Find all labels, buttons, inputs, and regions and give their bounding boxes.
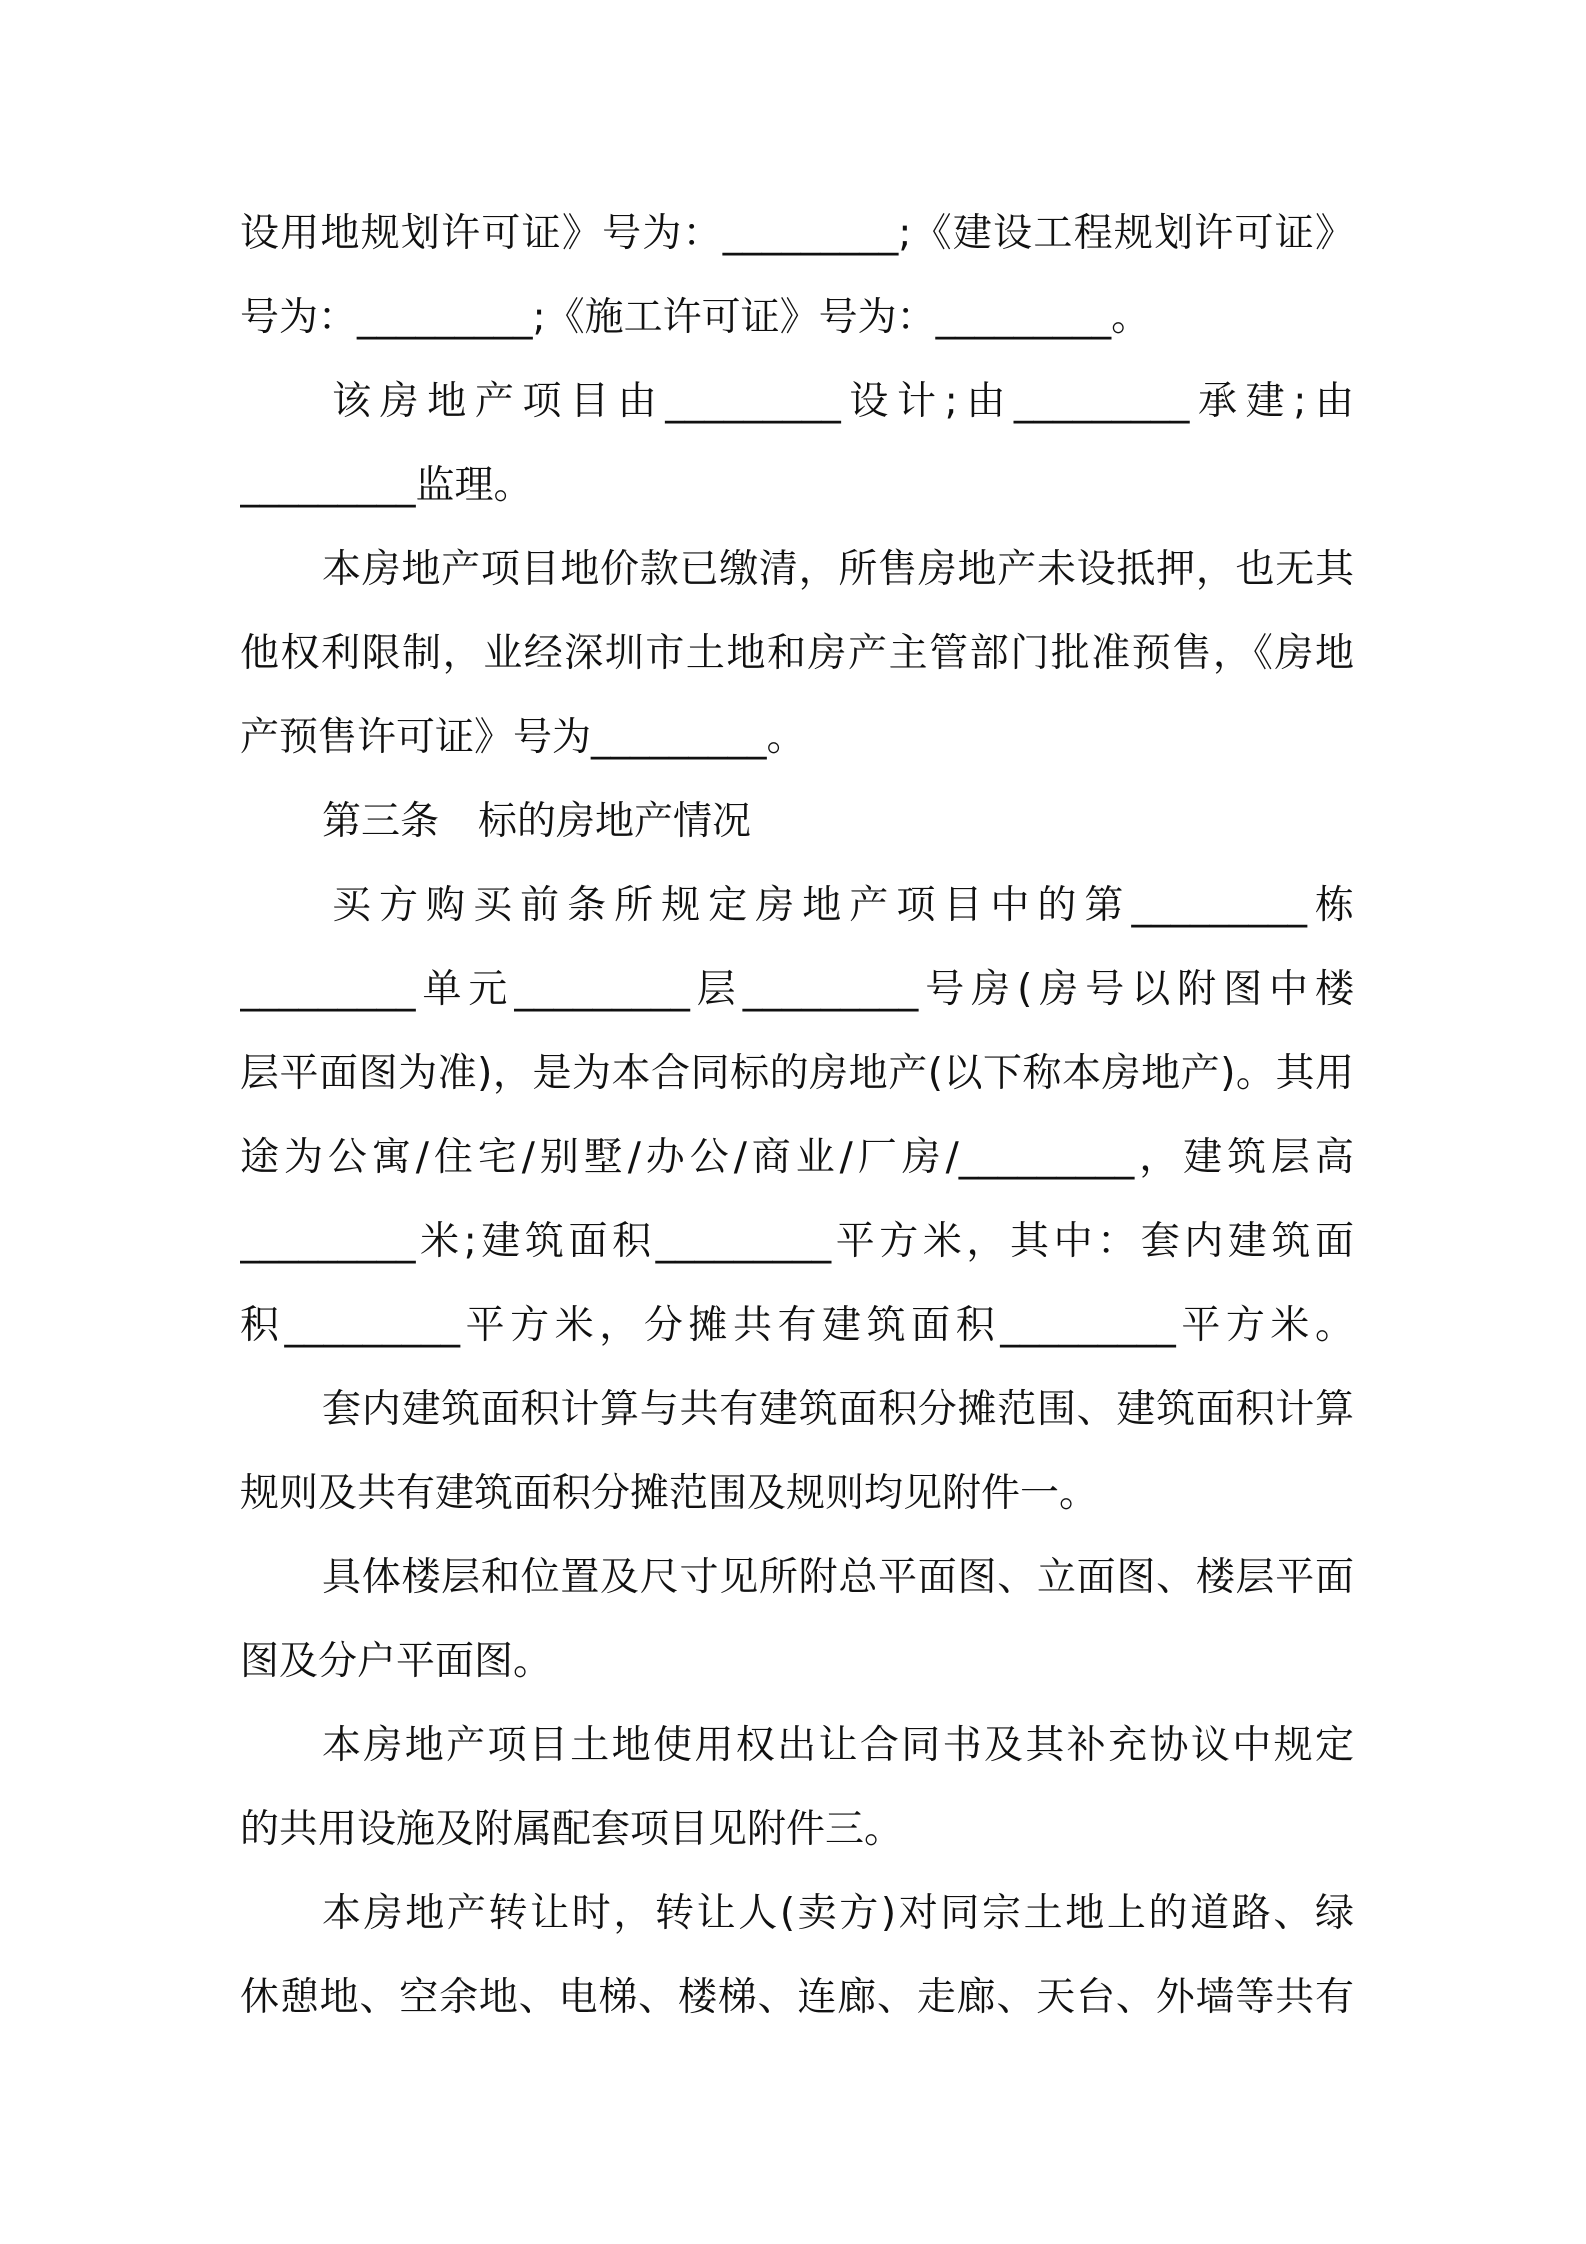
text-line: 他权利限制，业经深圳市土地和房产主管部门批准预售，《房地 <box>240 631 1354 676</box>
text-line: 具体楼层和位置及尺寸见所附总平面图、立面图、楼层平面 <box>322 1555 1354 1600</box>
text-line: 号为：_________;《施工许可证》号为：_________。 <box>240 295 1151 340</box>
text-line: 的共用设施及附属配套项目见附件三。 <box>240 1807 904 1852</box>
section-heading: 第三条 标的房地产情况 <box>322 799 752 844</box>
text-line: 途为公寓/住宅/别墅/办公/商业/厂房/_________，建筑层高 <box>240 1135 1354 1180</box>
text-line: 积_________平方米，分摊共有建筑面积_________平方米。 <box>240 1303 1354 1348</box>
text-line: 休憩地、空余地、电梯、楼梯、连廊、走廊、天台、外墙等共有 <box>240 1975 1354 2020</box>
text-line: 设用地规划许可证》号为：_________;《建设工程规划许可证》 <box>240 211 1354 256</box>
text-line: 层平面图为准)，是为本合同标的房地产(以下称本房地产)。其用 <box>240 1051 1354 1096</box>
text-line: 本房地产项目地价款已缴清，所售房地产未设抵押，也无其 <box>322 547 1354 592</box>
text-line: 图及分户平面图。 <box>240 1639 553 1684</box>
text-line: 买方购买前条所规定房地产项目中的第_________栋 <box>332 883 1354 928</box>
text-line: _________米;建筑面积_________平方米，其中：套内建筑面 <box>240 1219 1354 1264</box>
text-line: 本房地产项目土地使用权出让合同书及其补充协议中规定 <box>322 1723 1354 1768</box>
text-line: 该房地产项目由_________设计;由_________承建;由 <box>332 379 1354 424</box>
text-line: 本房地产转让时，转让人(卖方)对同宗土地上的道路、绿 <box>322 1891 1354 1936</box>
document-body <box>240 192 1354 2040</box>
text-line: 产预售许可证》号为_________。 <box>240 715 806 760</box>
text-line: _________单元_________层_________号房(房号以附图中楼 <box>240 967 1354 1012</box>
text-line: 规则及共有建筑面积分摊范围及规则均见附件一。 <box>240 1471 1099 1516</box>
text-line: 套内建筑面积计算与共有建筑面积分摊范围、建筑面积计算 <box>322 1387 1354 1432</box>
text-line: _________监理。 <box>240 463 533 508</box>
